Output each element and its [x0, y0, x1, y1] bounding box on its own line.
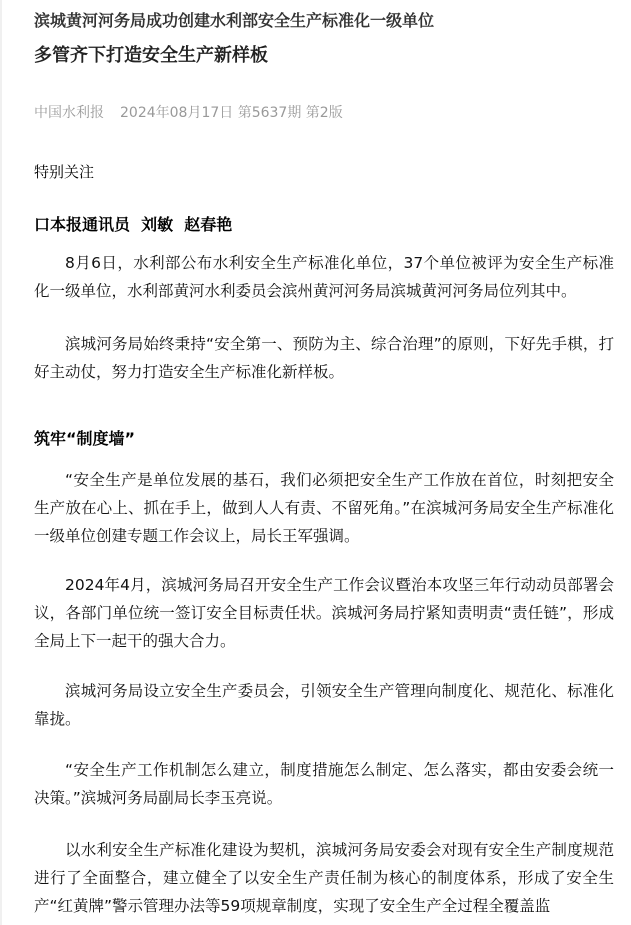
date-issue: 2024年08月17日 第5637期 第2版 — [120, 105, 343, 121]
paragraph: “安全生产工作机制怎么建立，制度措施怎么制定、怎么落实，都由安委会统一决策。”滨城河务局副局长李玉亮说。 — [34, 761, 614, 807]
source: 中国水利报 — [34, 105, 104, 121]
paragraph: 以水利安全生产标准化建设为契机，滨城河务局安委会对现有安全生产制度规范进行了全面整合，建立健全了以安全生产责任制为核心的制度体系，形成了安全生产“红黄牌”警示管理办法等59项规章制度，实现了安全生产全过程全覆盖监 — [34, 841, 614, 915]
main-title: 多管齐下打造安全生产新样板 — [34, 45, 268, 66]
paragraph: 2024年4月，滨城河务局召开安全生产工作会议暨治本攻坚三年行动动员部署会议，各部门单位统一签订安全目标责任状。滨城河务局拧紧知责明责“责任链”，形成全局上下一起干的强大合力。 — [34, 576, 614, 650]
paragraph: 滨城河务局设立安全生产委员会，引领安全生产管理向制度化、规范化、标准化靠拢。 — [34, 682, 614, 728]
paragraph: “安全生产是单位发展的基石，我们必须把安全生产工作放在首位，时刻把安全生产放在心上、抓在手上，做到人人有责、不留死角。”在滨城河务局安全生产标准化一级单位创建专题工作会议上，局长王军强调。 — [34, 471, 614, 545]
kicker-title: 滨城黄河河务局成功创建水利部安全生产标准化一级单位 — [34, 11, 435, 30]
byline: 口本报通讯员 刘敏 赵春艳 — [34, 215, 233, 234]
paragraph: 8月6日，水利部公布水利安全生产标准化单位，37个单位被评为安全生产标准化一级单位，水利部黄河水利委员会滨州黄河河务局滨城黄河河务局位列其中。 — [34, 254, 614, 300]
section-heading: 筑牢“制度墙” — [34, 429, 136, 448]
column-name: 特别关注 — [34, 163, 95, 181]
page-edge — [0, 0, 2, 925]
article-meta — [34, 102, 343, 122]
paragraph: 滨城河务局始终秉持“安全第一、预防为主、综合治理”的原则，下好先手棋，打好主动仗，努力打造安全生产标准化新样板。 — [34, 335, 614, 381]
